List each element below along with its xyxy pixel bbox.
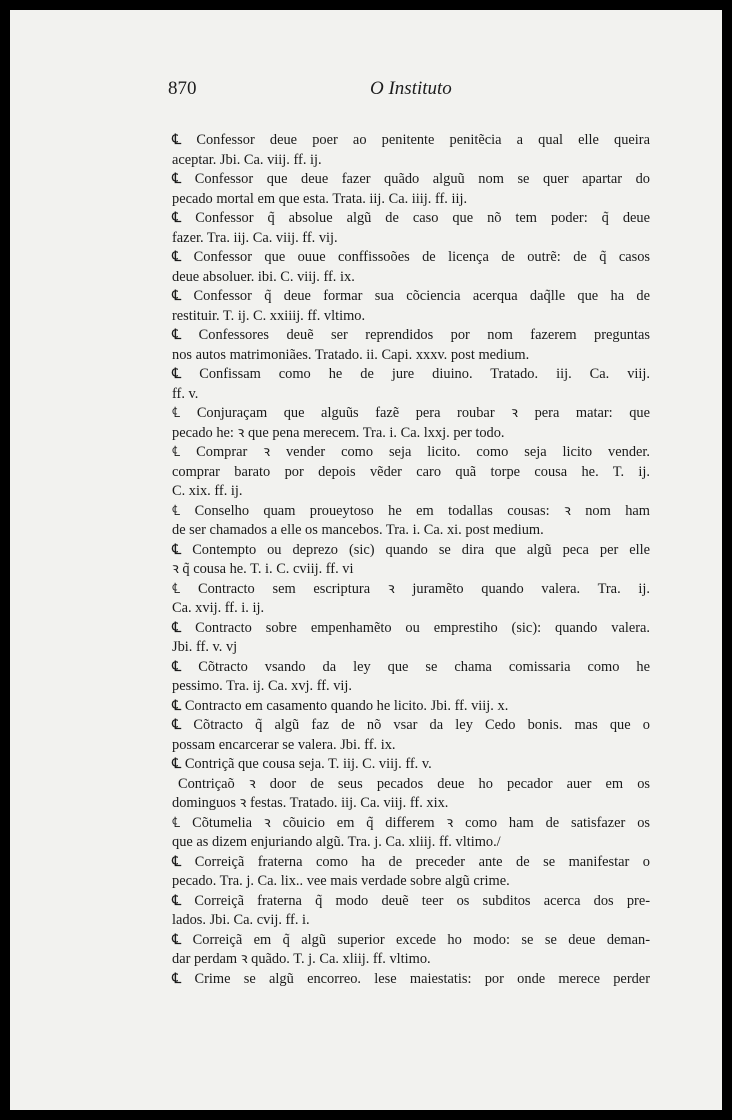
entry-line: pessimo. Tra. ij. Ca. xvj. ff. vij. [172, 678, 353, 694]
entry-line: dar perdam ꝛ quãdo. T. j. Ca. xliij. ff. vltimo. [172, 951, 431, 967]
entry-line: Contriçaõ ꝛ door de seus pecados deue ho pecador auer em os [178, 775, 650, 792]
entry-line: possam encarcerar se valera. Jbi. ff. ix. [172, 736, 396, 753]
index-entry [172, 931, 650, 970]
index-entry [172, 619, 650, 658]
entry-line: restituir. T. ij. C. xxiiij. ff. vltimo. [172, 307, 366, 324]
entry-line: ℄ Confessor q̃ absolue algũ de caso que nõ tem poder: q̃ deue [172, 210, 650, 226]
index-entry [172, 209, 650, 248]
index-entry [172, 131, 650, 170]
entry-line: dominguos ꝛ festas. Tratado. iij. Ca. viij. ff. xix. [172, 795, 449, 811]
entry-line: ff. v. [172, 385, 199, 402]
index-entry [172, 404, 650, 443]
index-entry [172, 892, 650, 931]
entry-line: aceptar. Jbi. Ca. viij. ff. ij. [172, 151, 322, 168]
entry-line: fazer. Tra. iij. Ca. viij. ff. vij. [172, 229, 338, 246]
entry-line: ℄ Confissam como he de jure diuino. Tratado. iij. Ca. viij. [172, 366, 650, 382]
index-entry [172, 775, 650, 814]
book-page [10, 10, 722, 1110]
entry-line: nos autos matrimoniães. Tratado. ii. Capi. xxxv. post medium. [172, 346, 530, 363]
entry-line: ℄ Contempto ou deprezo (sic) quando se dira que algũ peca per elle [172, 541, 650, 558]
entry-line: Ca. xvij. ff. i. ij. [172, 600, 265, 616]
index-entry [172, 326, 650, 365]
index-entry [172, 814, 650, 853]
entry-line: ℄ Contracto sobre empenhamẽto ou emprestiho (sic): quando valera. [172, 619, 650, 636]
entry-line: ℄ Correiçã fraterna q̃ modo deuẽ teer os subditos acerca dos pre- [172, 892, 650, 909]
entry-line: ℄ Correiçã em q̃ algũ superior excede ho modo: se se deue deman- [172, 931, 650, 948]
running-title: O Instituto [370, 78, 452, 99]
entry-line: ℄ Comprar ꝛ vender como seja licito. como seja licito vender. [172, 444, 650, 460]
index-entry [172, 658, 650, 697]
index-entry [172, 755, 650, 775]
index-entry [172, 970, 650, 990]
entry-line: C. xix. ff. ij. [172, 483, 243, 499]
entry-line: lados. Jbi. Ca. cvij. ff. i. [172, 912, 310, 928]
entry-line: ℄ Confessor deue poer ao penitente penitẽcia a qual elle queira [172, 132, 650, 148]
entry-line: de ser chamados a elle os mancebos. Tra. i. Ca. xi. post medium. [172, 522, 544, 538]
entry-line: ℄ Conselho quam proueytoso he em todallas cousas: ꝛ nom ham [172, 502, 650, 519]
entry-line: ℄ Crime se algũ encorreo. lese maiestatis: por onde merece perder [172, 970, 650, 987]
entry-line: pecado he: ꝛ que pena merecem. Tra. i. Ca. lxxj. per todo. [172, 424, 505, 441]
entry-line: que as dizem enjuriando algũ. Tra. j. Ca. xliij. ff. vltimo./ [172, 834, 501, 850]
index-entries [172, 131, 650, 989]
index-entry [172, 697, 650, 717]
entry-line: ℄ Confessor que deue fazer quãdo alguũ nom se quer apartar do [172, 171, 650, 187]
entry-line: ꝛ q̃ cousa he. T. i. C. cviij. ff. vi [172, 561, 354, 577]
entry-line: ℄ Cõtracto q̃ algũ faz de nõ vsar da ley Cedo bonis. mas que o [172, 717, 650, 733]
entry-line: ℄ Cõtumelia ꝛ cõuicio em q̃ differem ꝛ como ham de satisfazer os [172, 814, 650, 831]
index-entry [172, 170, 650, 209]
index-entry [172, 541, 650, 580]
index-entry [172, 365, 650, 404]
entry-line: ℄ Cõtracto vsando da ley que se chama comissaria como he [172, 658, 650, 675]
entry-line: ℄ Correiçã fraterna como ha de preceder ante de se manifestar o [172, 853, 650, 870]
entry-line: ℄ Confessor q̃ deue formar sua cõciencia acerqua daq̃lle que ha de [172, 288, 650, 304]
index-entry [172, 716, 650, 755]
entry-line: ℄ Conjuraçam que alguũs fazẽ pera roubar ꝛ pera matar: que [172, 405, 650, 421]
entry-line: ℄ Confessores deuẽ ser reprendidos por nom fazerem preguntas [172, 327, 650, 343]
page-number: 870 [168, 78, 197, 99]
entry-line: ℄ Contriçã que cousa seja. T. iij. C. viij. ff. v. [172, 756, 432, 772]
index-entry [172, 580, 650, 619]
entry-line: ℄ Contracto sem escriptura ꝛ juramẽto quando valera. Tra. ij. [172, 580, 650, 597]
entry-line: pecado mortal em que esta. Trata. iij. Ca. iiij. ff. iij. [172, 190, 468, 207]
entry-line: comprar barato por depois vẽder caro quã torpe cousa he. T. ij. [172, 463, 650, 480]
page-header [10, 78, 722, 104]
entry-line: ℄ Contracto em casamento quando he licito. Jbi. ff. viij. x. [172, 697, 509, 714]
index-entry [172, 853, 650, 892]
entry-line: Jbi. ff. v. vj [172, 639, 238, 655]
index-entry [172, 248, 650, 287]
index-entry [172, 443, 650, 502]
index-entry [172, 502, 650, 541]
index-entry [172, 287, 650, 326]
entry-line: ℄ Confessor que ouue conffissoões de licença de outrẽ: de q̃ casos [172, 249, 650, 265]
entry-line: pecado. Tra. j. Ca. lix.. vee mais verdade sobre algũ crime. [172, 873, 510, 889]
entry-line: deue absoluer. ibi. C. viij. ff. ix. [172, 268, 355, 285]
